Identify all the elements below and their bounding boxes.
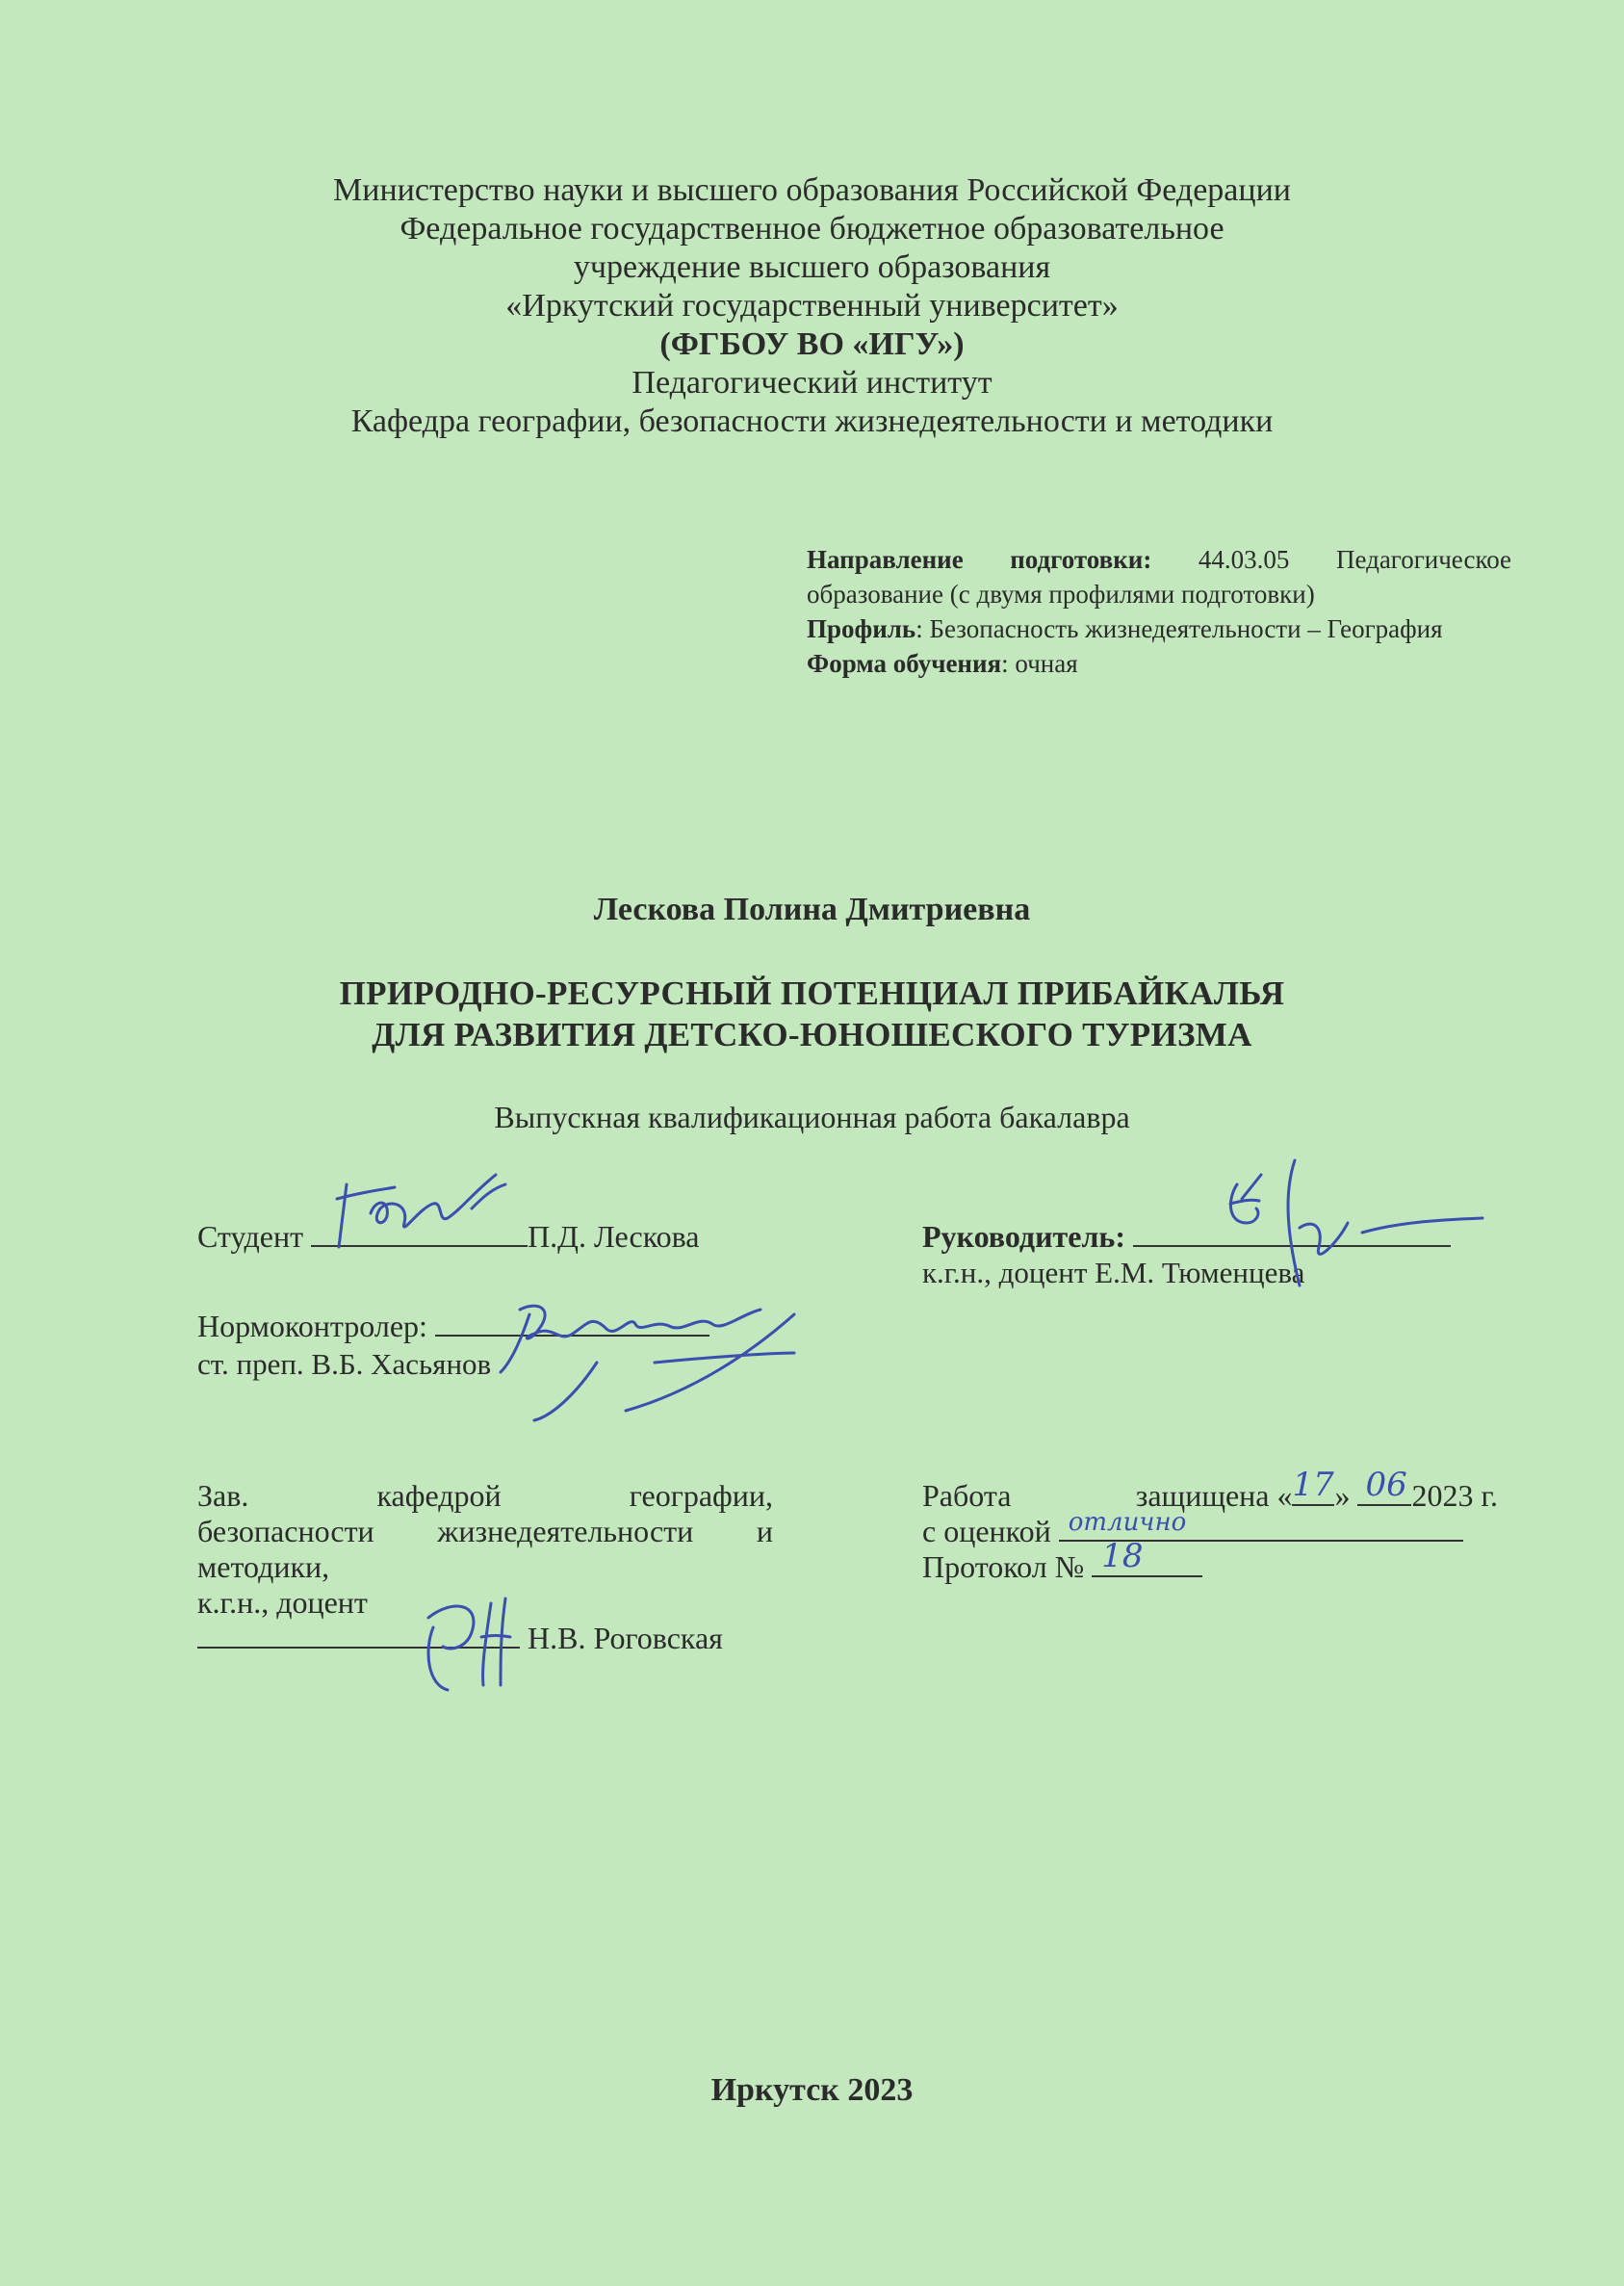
institute-name: Педагогический институт [632, 365, 992, 401]
direction-code: 44.03.05 [1198, 545, 1290, 574]
head-line-1: Зав. кафедрой географии, [197, 1478, 773, 1513]
head-line-4: к.г.н., доцент [197, 1585, 368, 1620]
department-name: Кафедра географии, безопасности жизнедеятельности и методики [350, 403, 1274, 439]
form-value: : очная [1001, 649, 1078, 678]
thesis-title-line-2: ДЛЯ РАЗВИТИЯ ДЕТСКО-ЮНОШЕСКОГО ТУРИЗМА [372, 1016, 1252, 1053]
thesis-title [0, 973, 1624, 1055]
defense-year: 2023 г. [1411, 1478, 1498, 1513]
grade-label: с оценкой [922, 1514, 1051, 1548]
defense-day: 17 [1292, 1466, 1334, 1504]
institution-header [0, 171, 1624, 441]
defense-month: 06 [1365, 1466, 1407, 1504]
ministry-line: Министерство науки и высшего образования Российской Федерации [333, 172, 1291, 208]
normcontroller-signature [462, 1257, 876, 1430]
head-signature [404, 1579, 558, 1695]
university-name: «Иркутский государственный университет» [505, 288, 1119, 324]
work-type: Выпускная квалификационная работа бакалавра [494, 1100, 1130, 1134]
protocol-number: 18 [1101, 1537, 1144, 1575]
protocol-label: Протокол № [922, 1549, 1085, 1584]
head-name: Н.В. Роговская [528, 1621, 723, 1655]
defense-day-open: « [1276, 1478, 1293, 1513]
profile-value: : Безопасность жизнедеятельности – География [915, 614, 1443, 643]
direction-block [807, 542, 1511, 681]
institution-type-line: Федеральное государственное бюджетное образовательное [400, 211, 1224, 247]
defense-month-line [1357, 1466, 1411, 1506]
supervisor-name: к.г.н., доцент Е.М. Тюменцева [922, 1256, 1305, 1289]
head-line-3: методики, [197, 1549, 330, 1584]
thesis-title-line-1: ПРИРОДНО-РЕСУРСНЫЙ ПОТЕНЦИАЛ ПРИБАЙКАЛЬЯ [339, 974, 1285, 1012]
normcontroller-name: ст. преп. В.Б. Хасьянов [197, 1347, 492, 1381]
protocol-line [1092, 1537, 1202, 1577]
university-abbr: (ФГБОУ ВО «ИГУ») [659, 326, 965, 362]
institution-level-line: учреждение высшего образования [573, 249, 1051, 285]
form-label: Форма обучения [807, 649, 1002, 678]
student-name: П.Д. Лескова [528, 1219, 700, 1254]
city-year: Иркутск 2023 [710, 2072, 914, 2108]
direction-name: Педагогическое образование (с двумя профилями подготовки) [807, 545, 1512, 609]
defense-block: Работа защищена « 17 » 06 2023 г. с оценкой отлично Протокол № 18 [922, 1466, 1498, 1584]
supervisor-label: Руководитель: [922, 1219, 1125, 1254]
author-name: Лескова Полина Дмитриевна [593, 892, 1031, 927]
grade-value: отлично [1068, 1508, 1187, 1537]
head-line-2: безопасности жизнедеятельности и [197, 1514, 773, 1548]
profile-label: Профиль [807, 614, 916, 643]
defense-day-close: » [1334, 1478, 1351, 1513]
normcontroller-label: Нормоконтролер: [197, 1309, 427, 1343]
direction-label: Направление подготовки: [807, 545, 1152, 574]
student-label: Студент [197, 1219, 304, 1254]
supervisor-signature [1203, 1151, 1492, 1290]
defense-day-line [1292, 1466, 1334, 1506]
student-signature [327, 1170, 529, 1257]
